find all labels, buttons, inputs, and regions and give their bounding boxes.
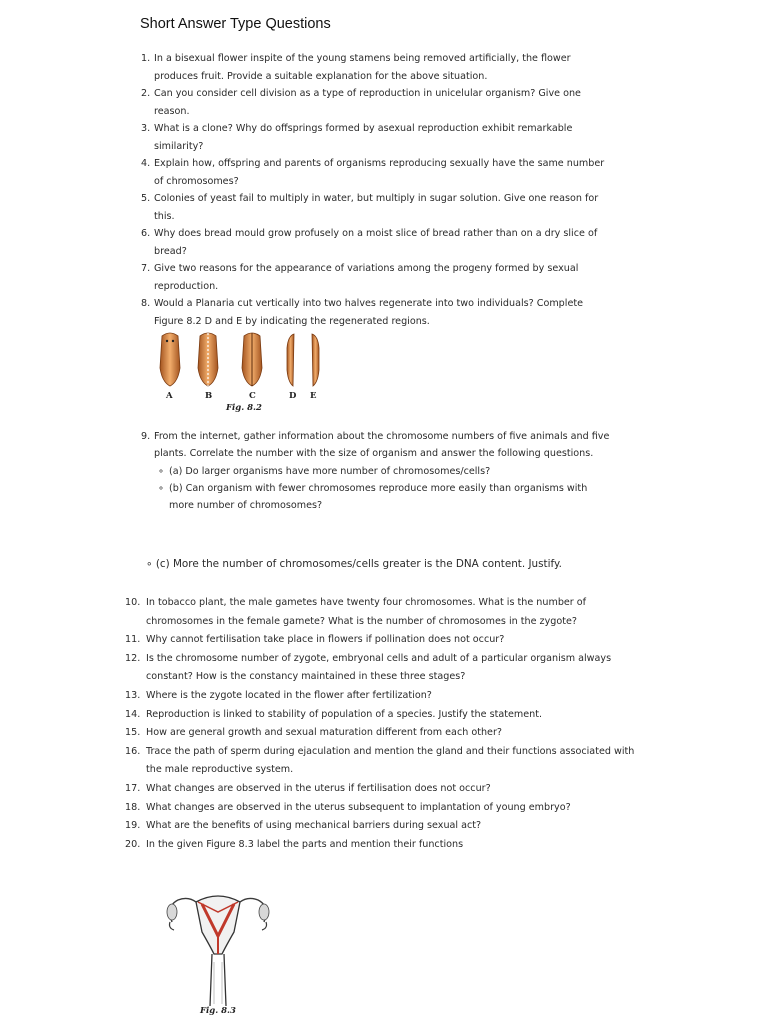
question-number: 4. xyxy=(141,158,151,169)
bullet: ∘ xyxy=(146,558,153,570)
question-item xyxy=(125,799,635,818)
bullet: ∘ xyxy=(158,482,165,494)
question-text: In a bisexual flower inspite of the young stamens being removed artificially, the flower produces fruit. Provide a suitable explanation for the above situation. xyxy=(154,53,571,82)
question-item xyxy=(125,743,635,780)
question-number: 7. xyxy=(141,263,151,274)
question-item xyxy=(125,817,635,836)
question-item xyxy=(141,225,611,260)
question-item xyxy=(125,836,635,855)
question-text: Reproduction is linked to stability of population of a species. Justify the statement. xyxy=(146,708,543,720)
question-text: Give two reasons for the appearance of variations among the progeny formed by sexual reproduction. xyxy=(154,263,579,292)
question-number: 17. xyxy=(125,782,141,794)
question-text: What are the benefits of using mechanical barriers during sexual act? xyxy=(146,820,482,832)
question-item xyxy=(125,631,635,650)
bullet: ∘ xyxy=(158,465,165,477)
sub-question-text: (c) More the number of chromosomes/cells greater is the DNA content. Justify. xyxy=(155,558,562,570)
question-item xyxy=(125,724,635,743)
question-9-block xyxy=(141,428,611,514)
question-number: 3. xyxy=(141,123,151,134)
question-item xyxy=(125,687,635,706)
reproductive-system-figure xyxy=(162,880,274,1015)
sub-question-c xyxy=(146,556,562,573)
figure-label-a: A xyxy=(166,391,173,401)
question-text: What changes are observed in the uterus subsequent to implantation of young embryo? xyxy=(146,801,571,813)
question-number: 15. xyxy=(125,727,141,739)
figure-caption: Fig. 8.2 xyxy=(226,403,262,413)
question-item xyxy=(141,260,611,295)
question-text: Where is the zygote located in the flower after fertilization? xyxy=(146,689,432,701)
question-item xyxy=(141,155,611,190)
question-number: 16. xyxy=(125,745,141,757)
question-item xyxy=(125,780,635,799)
question-number: 1. xyxy=(141,53,151,64)
question-item xyxy=(141,428,611,463)
question-item xyxy=(125,706,635,725)
figure-caption: Fig. 8.3 xyxy=(200,1006,236,1015)
figure-label-c: C xyxy=(249,391,256,401)
question-number: 6. xyxy=(141,228,151,239)
sub-question xyxy=(141,463,611,480)
figure-label-e: E xyxy=(310,391,317,401)
question-text: What is a clone? Why do offsprings formed by asexual reproduction exhibit remarkable similarity? xyxy=(154,123,573,152)
question-item xyxy=(125,650,635,687)
question-text: Explain how, offspring and parents of organisms reproducing sexually have the same number of chromosomes? xyxy=(154,158,605,187)
question-number: 9. xyxy=(141,431,151,442)
question-text: Would a Planaria cut vertically into two halves regenerate into two individuals? Complete Figure 8.2 D and E by indicating the regenerated regions. xyxy=(154,298,584,327)
question-text: In tobacco plant, the male gametes have twenty four chromosomes. What is the number of chromosomes in the female gamete? What is the number of chromosomes in the zygote? xyxy=(146,597,587,627)
question-text: Why does bread mould grow profusely on a moist slice of bread rather than on a dry slice of bread? xyxy=(154,228,598,257)
sub-question-text: (b) Can organism with fewer chromosomes reproduce more easily than organisms with more number of chromosomes? xyxy=(169,482,588,512)
question-number: 18. xyxy=(125,801,141,813)
question-text: Why cannot fertilisation take place in flowers if pollination does not occur? xyxy=(146,634,505,646)
question-item xyxy=(141,85,611,120)
question-text: What changes are observed in the uterus if fertilisation does not occur? xyxy=(146,782,491,794)
planaria-d-image xyxy=(287,334,294,386)
question-text: From the internet, gather information about the chromosome numbers of five animals and five plants. Correlate the number with the size of organism and answer the following questions. xyxy=(154,431,610,460)
sub-question-text: (a) Do larger organisms have more number of chromosomes/cells? xyxy=(169,465,491,477)
question-number: 14. xyxy=(125,708,141,720)
question-number: 11. xyxy=(125,634,141,646)
planaria-figure xyxy=(150,328,340,418)
question-number: 19. xyxy=(125,820,141,832)
uterus-diagram-image xyxy=(167,896,269,1006)
page-title: Short Answer Type Questions xyxy=(140,16,331,32)
question-item xyxy=(125,594,635,631)
planaria-b-image xyxy=(198,333,218,386)
question-list-2 xyxy=(125,594,635,854)
question-item xyxy=(141,50,611,85)
planaria-c-image xyxy=(242,333,262,386)
question-number: 2. xyxy=(141,88,151,99)
question-text: Can you consider cell division as a type of reproduction in unicelular organism? Give one reason. xyxy=(154,88,581,117)
sub-question xyxy=(141,480,611,515)
question-number: 5. xyxy=(141,193,151,204)
question-item xyxy=(141,295,611,330)
question-text: In the given Figure 8.3 label the parts and mention their functions xyxy=(146,838,464,850)
question-text: How are general growth and sexual maturation different from each other? xyxy=(146,727,502,739)
figure-label-b: B xyxy=(205,391,213,401)
question-text: Colonies of yeast fail to multiply in water, but multiply in sugar solution. Give one reason for this. xyxy=(154,193,599,222)
question-number: 8. xyxy=(141,298,151,309)
question-item xyxy=(141,190,611,225)
question-list-1 xyxy=(141,50,611,330)
question-item xyxy=(141,120,611,155)
question-number: 20. xyxy=(125,838,141,850)
question-text: Trace the path of sperm during ejaculation and mention the gland and their functions associated with the male reproductive system. xyxy=(146,745,635,776)
question-number: 12. xyxy=(125,652,141,664)
question-number: 10. xyxy=(125,597,141,608)
question-text: Is the chromosome number of zygote, embryonal cells and adult of a particular organism always constant? How is the constancy maintained in these three stages? xyxy=(146,652,612,683)
question-number: 13. xyxy=(125,689,141,701)
planaria-e-image xyxy=(312,334,319,386)
planaria-a-image xyxy=(160,333,180,386)
figure-label-d: D xyxy=(289,391,297,401)
